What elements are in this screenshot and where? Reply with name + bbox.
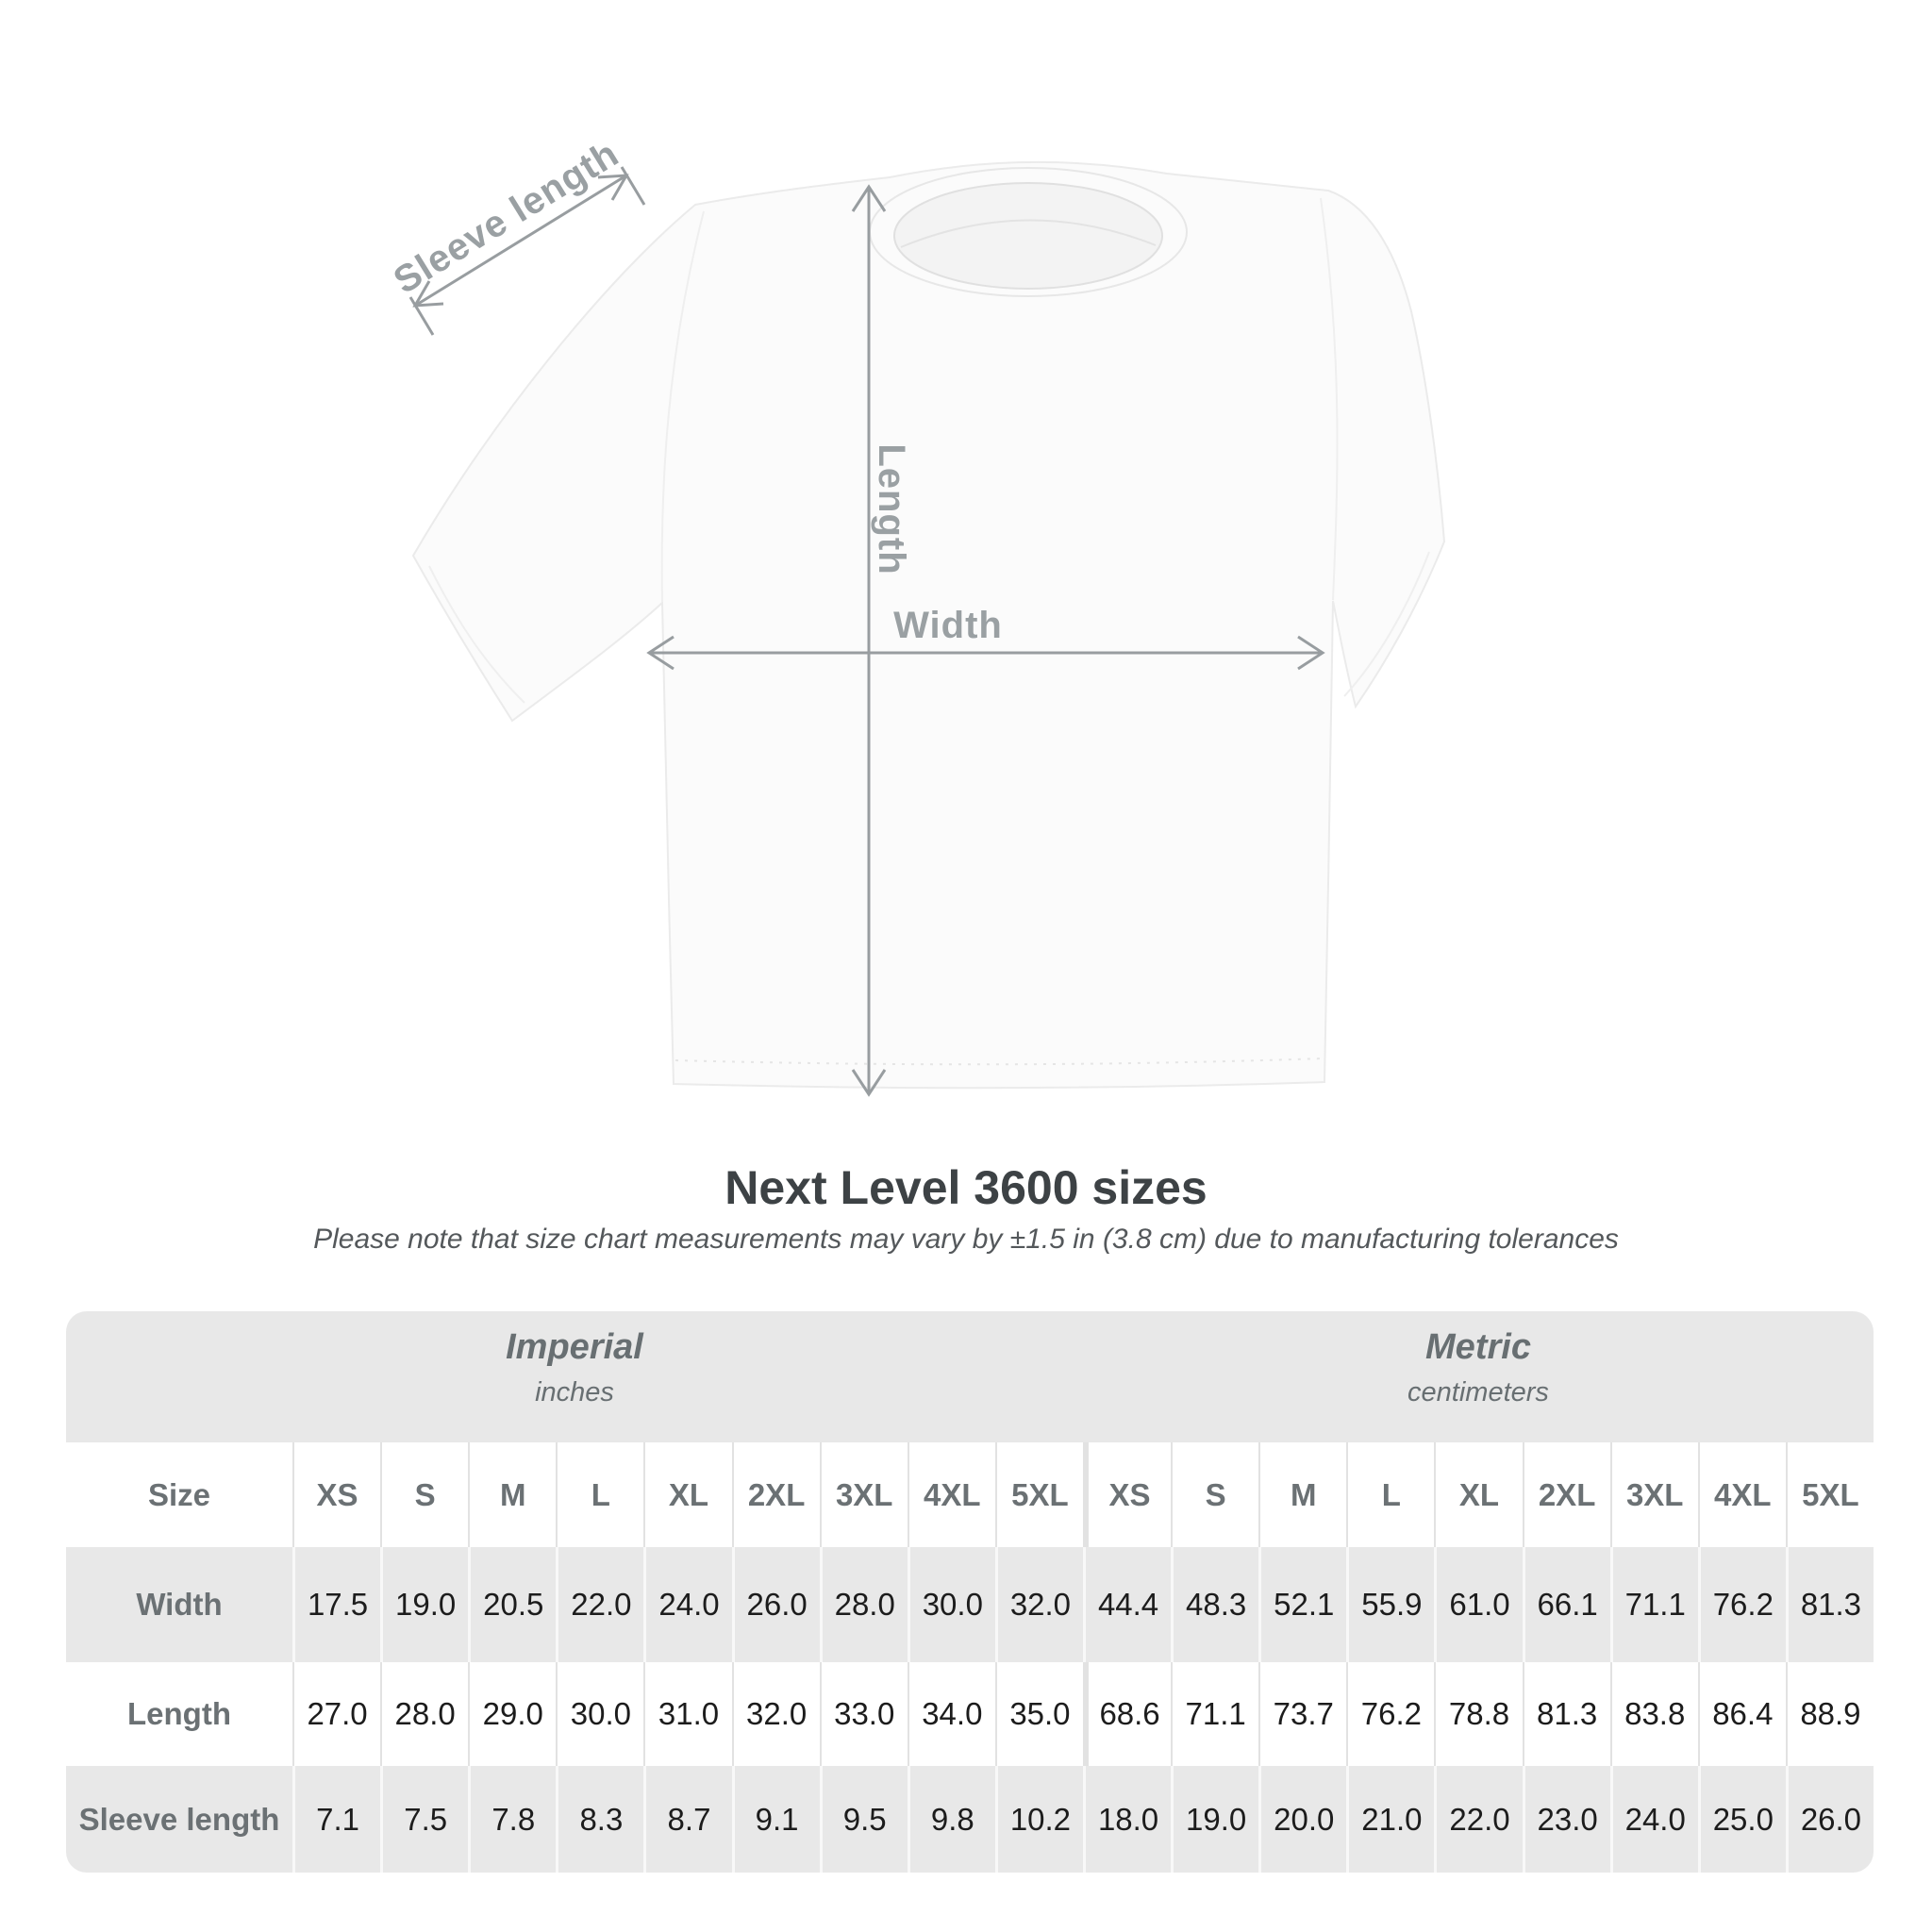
- table-cell: 8.7: [643, 1766, 731, 1873]
- size-col-header-imperial-2xl: 2XL: [732, 1442, 820, 1547]
- length-label: Length: [871, 443, 912, 575]
- table-cell: 23.0: [1523, 1766, 1610, 1873]
- table-cell: 32.0: [732, 1662, 820, 1766]
- table-cell: 33.0: [820, 1662, 908, 1766]
- page-subtitle: Please note that size chart measurements may vary by ±1.5 in (3.8 cm) due to manufacturing tolerances: [313, 1224, 1619, 1255]
- table-cell: 52.1: [1258, 1547, 1346, 1662]
- row-label-width: Width: [136, 1587, 223, 1622]
- table-cell: 20.5: [468, 1547, 556, 1662]
- table-row-width: [66, 1547, 1874, 1662]
- table-cell: 7.5: [380, 1766, 468, 1873]
- size-col-header-imperial-s: S: [380, 1442, 468, 1547]
- table-cell: 9.8: [908, 1766, 995, 1873]
- size-col-header-metric-s: S: [1171, 1442, 1258, 1547]
- table-cell: 9.1: [732, 1766, 820, 1873]
- units-header-row: [66, 1311, 1874, 1442]
- size-col-header-metric-m: M: [1258, 1442, 1346, 1547]
- page-title: Next Level 3600 sizes: [724, 1161, 1208, 1214]
- table-cell: 24.0: [1610, 1766, 1698, 1873]
- table-cell: 86.4: [1698, 1662, 1786, 1766]
- table-cell: 22.0: [1434, 1766, 1522, 1873]
- table-cell: 20.0: [1258, 1766, 1346, 1873]
- size-col-header-imperial-xs: XS: [292, 1442, 380, 1547]
- table-cell: 30.0: [908, 1547, 995, 1662]
- width-label: Width: [893, 605, 1003, 646]
- table-cell: 9.5: [820, 1766, 908, 1873]
- table-cell: 61.0: [1434, 1547, 1522, 1662]
- table-cell: 25.0: [1698, 1766, 1786, 1873]
- table-cell: 68.6: [1083, 1662, 1171, 1766]
- row-label-sleeve-length: Sleeve length: [78, 1801, 280, 1837]
- size-col-header-imperial-3xl: 3XL: [820, 1442, 908, 1547]
- table-cell: 73.7: [1258, 1662, 1346, 1766]
- size-col-header-imperial-5xl: 5XL: [995, 1442, 1083, 1547]
- size-col-header-metric-xl: XL: [1434, 1442, 1522, 1547]
- table-cell: 22.0: [556, 1547, 643, 1662]
- table-cell: 81.3: [1523, 1662, 1610, 1766]
- table-row-length: [66, 1662, 1874, 1766]
- table-cell: 24.0: [643, 1547, 731, 1662]
- size-col-header-imperial-4xl: 4XL: [908, 1442, 995, 1547]
- table-cell: 76.2: [1698, 1547, 1786, 1662]
- table-cell: 78.8: [1434, 1662, 1522, 1766]
- size-col-header-imperial-m: M: [468, 1442, 556, 1547]
- size-table: [66, 1311, 1874, 1873]
- table-cell: 7.8: [468, 1766, 556, 1873]
- table-cell: 28.0: [380, 1662, 468, 1766]
- table-cell: 8.3: [556, 1766, 643, 1873]
- metric-header: [1083, 1311, 1874, 1408]
- table-cell: 35.0: [995, 1662, 1083, 1766]
- imperial-header: [66, 1311, 1083, 1408]
- table-cell: 34.0: [908, 1662, 995, 1766]
- size-col-header-metric-l: L: [1346, 1442, 1434, 1547]
- table-cell: 44.4: [1083, 1547, 1171, 1662]
- table-cell: 18.0: [1083, 1766, 1171, 1873]
- size-col-header-metric-5xl: 5XL: [1786, 1442, 1874, 1547]
- size-col-header-metric-2xl: 2XL: [1523, 1442, 1610, 1547]
- table-cell: 31.0: [643, 1662, 731, 1766]
- table-cell: 71.1: [1171, 1662, 1258, 1766]
- size-column-header: Size: [147, 1476, 211, 1512]
- table-cell: 10.2: [995, 1766, 1083, 1873]
- table-cell: 29.0: [468, 1662, 556, 1766]
- table-cell: 30.0: [556, 1662, 643, 1766]
- sizes-header-row: [66, 1442, 1874, 1547]
- table-row-sleeve-length: [66, 1766, 1874, 1873]
- table-cell: 32.0: [995, 1547, 1083, 1662]
- table-cell: 26.0: [1786, 1766, 1874, 1873]
- sleeve-length-label: Sleeve length: [386, 132, 626, 303]
- table-cell: 28.0: [820, 1547, 908, 1662]
- table-cell: 27.0: [292, 1662, 380, 1766]
- size-col-header-metric-4xl: 4XL: [1698, 1442, 1786, 1547]
- size-col-header-metric-3xl: 3XL: [1610, 1442, 1698, 1547]
- table-cell: 88.9: [1786, 1662, 1874, 1766]
- table-cell: 19.0: [380, 1547, 468, 1662]
- table-cell: 17.5: [292, 1547, 380, 1662]
- metric-title: Metric: [1425, 1327, 1531, 1367]
- table-cell: 83.8: [1610, 1662, 1698, 1766]
- imperial-unit: inches: [535, 1376, 614, 1407]
- row-label-length: Length: [127, 1696, 231, 1731]
- table-cell: 76.2: [1346, 1662, 1434, 1766]
- metric-unit: centimeters: [1407, 1376, 1549, 1407]
- table-cell: 55.9: [1346, 1547, 1434, 1662]
- table-cell: 66.1: [1523, 1547, 1610, 1662]
- imperial-title: Imperial: [506, 1327, 643, 1367]
- size-col-header-metric-xs: XS: [1083, 1442, 1171, 1547]
- table-cell: 19.0: [1171, 1766, 1258, 1873]
- size-col-header-imperial-l: L: [556, 1442, 643, 1547]
- size-col-header-imperial-xl: XL: [643, 1442, 731, 1547]
- table-cell: 81.3: [1786, 1547, 1874, 1662]
- table-cell: 48.3: [1171, 1547, 1258, 1662]
- table-cell: 26.0: [732, 1547, 820, 1662]
- table-cell: 71.1: [1610, 1547, 1698, 1662]
- table-cell: 7.1: [292, 1766, 380, 1873]
- table-cell: 21.0: [1346, 1766, 1434, 1873]
